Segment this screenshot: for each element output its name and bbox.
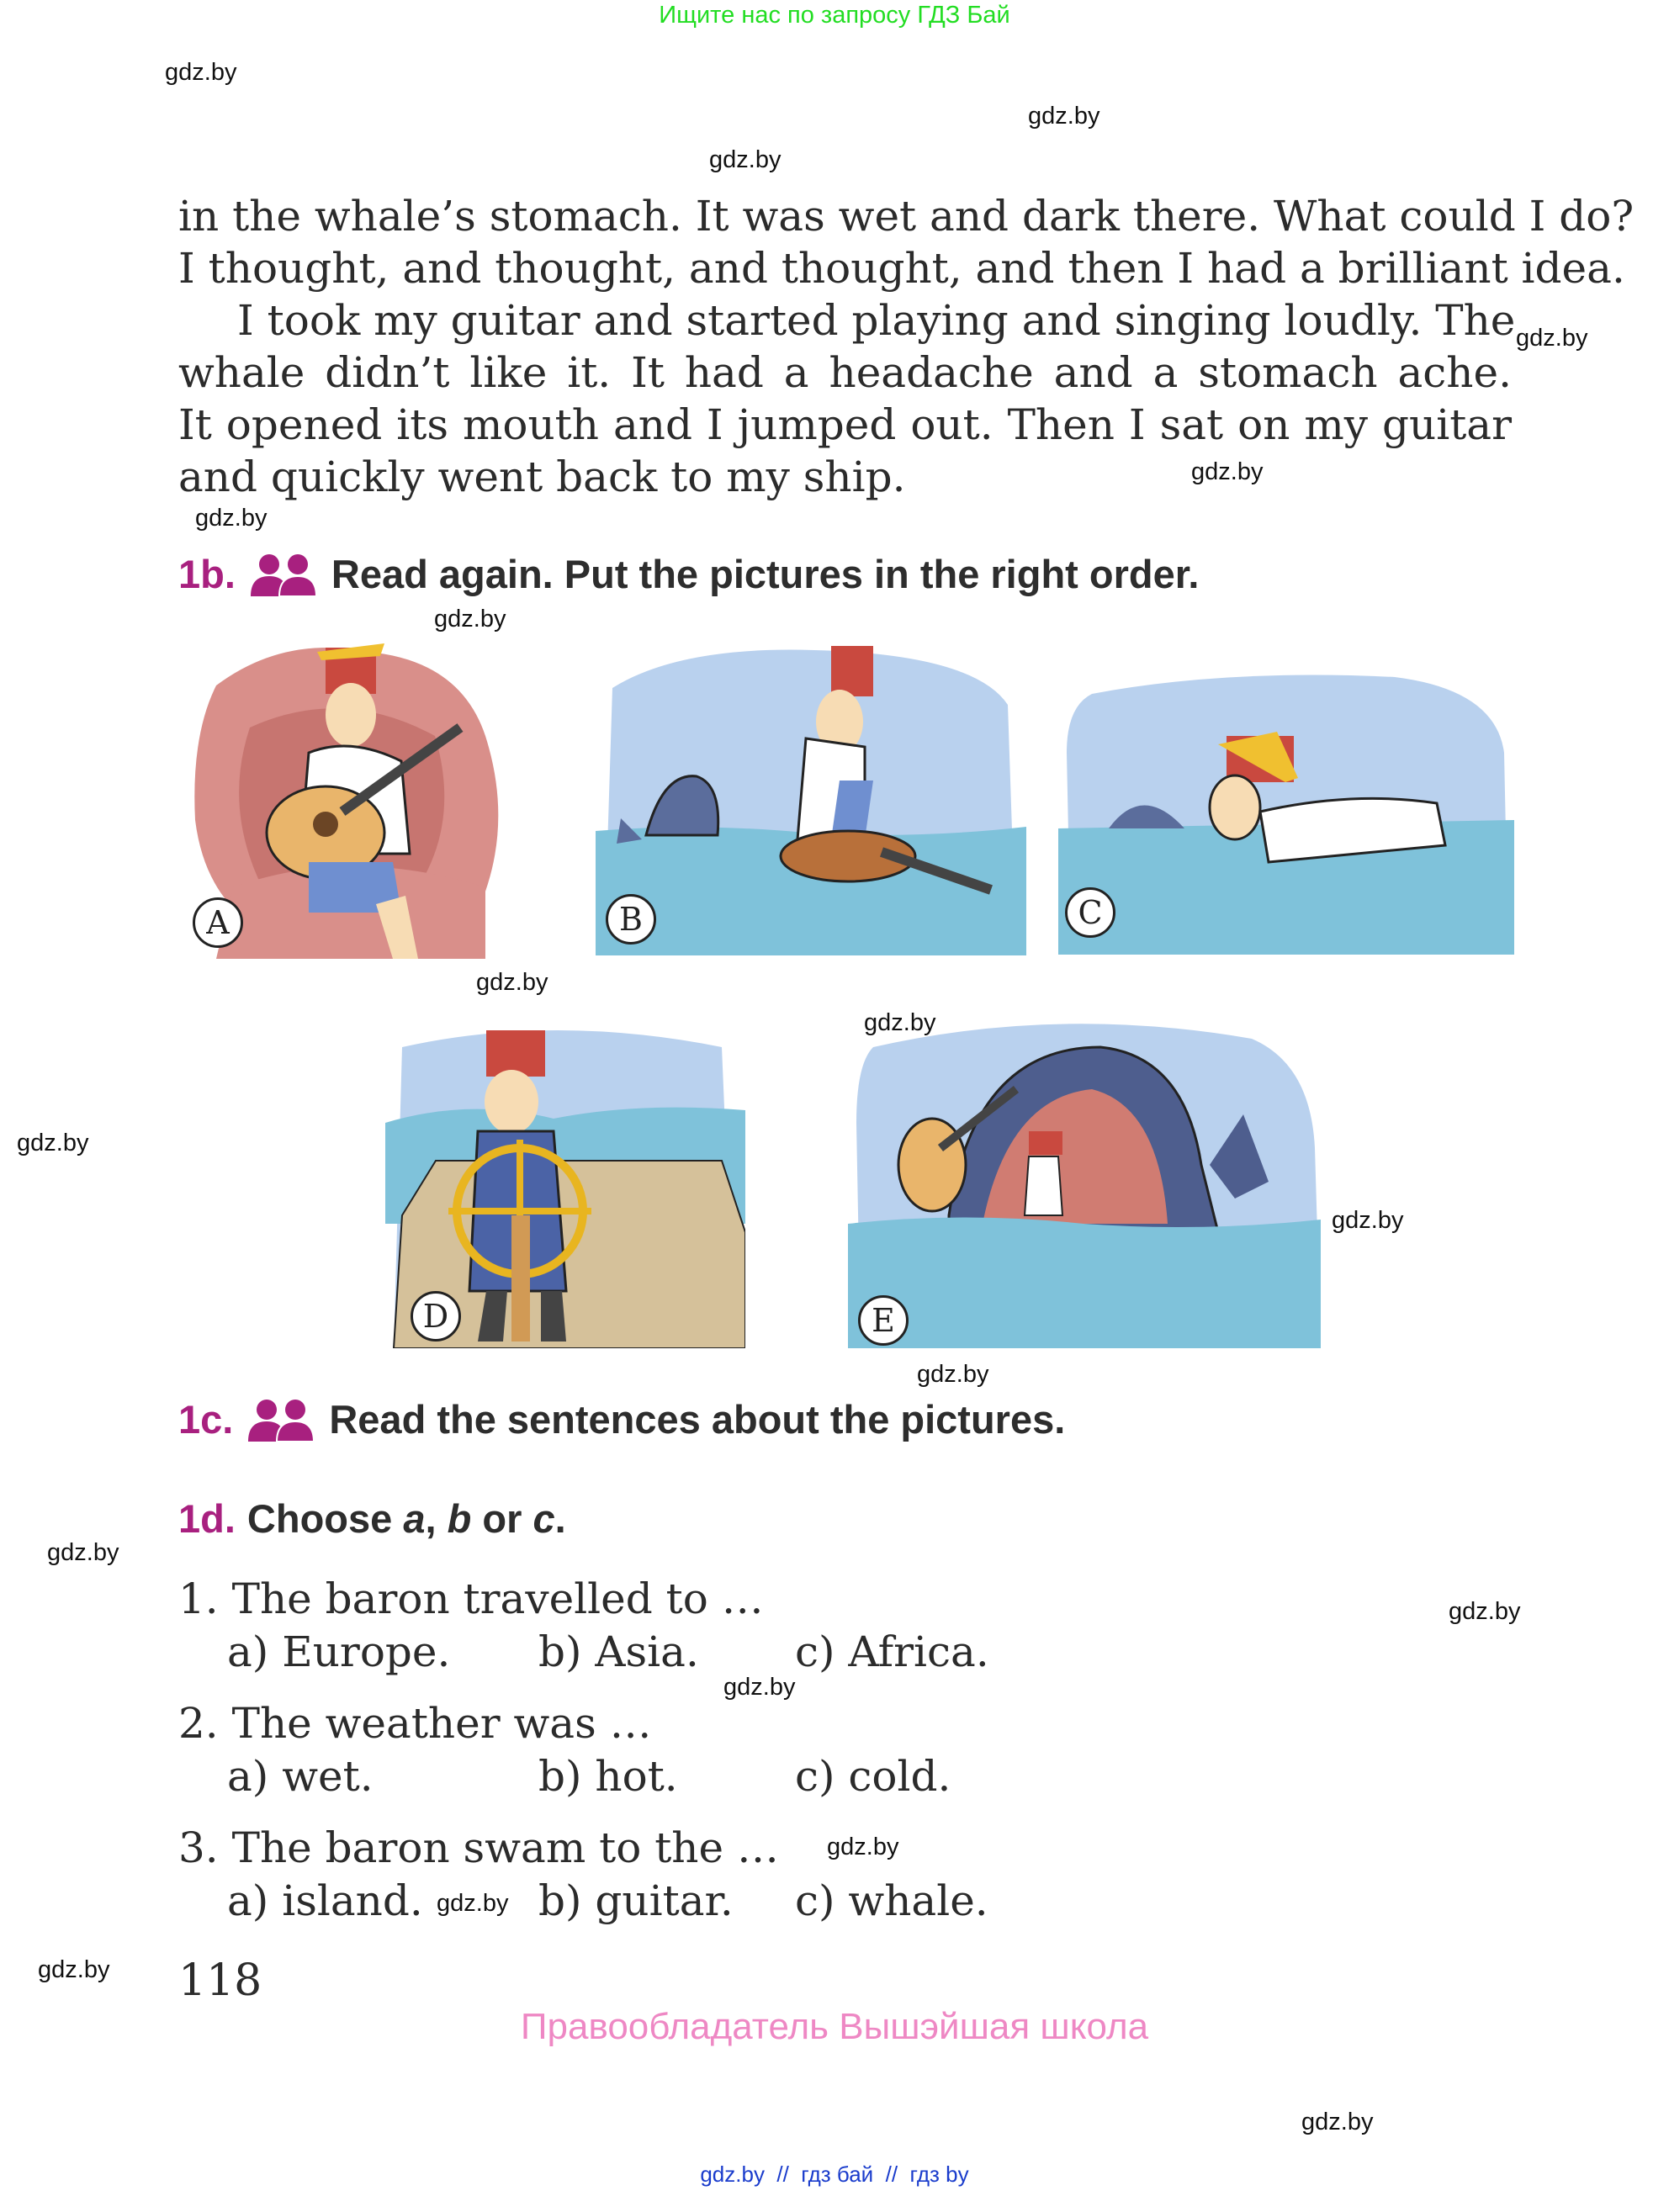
- exercise-number: 1c.: [178, 1397, 234, 1442]
- picture-label-d: D: [411, 1291, 461, 1341]
- watermark: gdz.by: [1191, 458, 1264, 485]
- question-3-option-b[interactable]: b) guitar.: [538, 1876, 734, 1925]
- footer-links[interactable]: gdz.by // гдз бай // гдз by: [700, 2162, 969, 2187]
- watermark: gdz.by: [723, 1674, 796, 1701]
- picture-a: [183, 635, 519, 959]
- picture-e: [848, 997, 1321, 1348]
- pair-work-icon: [247, 553, 321, 596]
- exercise-1b-heading: [178, 551, 1199, 597]
- story-line-1: in the whale’s stomach. It was wet and dark there. What could I do?: [178, 192, 1635, 241]
- pair-work-icon: [245, 1398, 319, 1442]
- question-1-option-c[interactable]: c) Africa.: [795, 1627, 989, 1676]
- question-1-option-a[interactable]: a) Europe.: [227, 1627, 451, 1676]
- watermark: gdz.by: [917, 1361, 989, 1388]
- story-line-4: whale didn’t like it. It had a headache and a stomach ache.: [178, 348, 1512, 397]
- watermark: gdz.by: [864, 1009, 936, 1036]
- exercise-instruction: Read again. Put the pictures in the right order.: [331, 552, 1200, 596]
- watermark: gdz.by: [17, 1130, 89, 1156]
- watermark: gdz.by: [437, 1890, 509, 1917]
- story-line-2: I thought, and thought, and thought, and then I had a brilliant idea.: [178, 244, 1625, 293]
- question-2-option-a[interactable]: a) wet.: [227, 1752, 374, 1801]
- watermark: gdz.by: [1301, 2109, 1374, 2135]
- watermark: gdz.by: [827, 1834, 899, 1860]
- exercise-1d-heading: [178, 1495, 566, 1542]
- picture-d: [385, 1013, 745, 1348]
- question-1: 1. The baron travelled to …: [178, 1574, 764, 1623]
- search-banner: Ищите нас по запросу ГДЗ Бай: [659, 2, 1010, 29]
- exercise-number: 1b.: [178, 552, 236, 596]
- watermark: gdz.by: [165, 59, 237, 86]
- picture-b: [596, 638, 1026, 955]
- watermark: gdz.by: [195, 505, 268, 532]
- question-3-option-c[interactable]: c) whale.: [795, 1876, 988, 1925]
- watermark: gdz.by: [38, 1956, 110, 1983]
- story-line-5: It opened its mouth and I jumped out. Then I sat on my guitar: [178, 400, 1512, 449]
- question-1-option-b[interactable]: b) Asia.: [538, 1627, 699, 1676]
- rights-holder-notice: Правообладатель Вышэйшая школа: [520, 2006, 1149, 2047]
- story-line-3: I took my guitar and started playing and singing loudly. The: [237, 296, 1516, 345]
- question-2-option-b[interactable]: b) hot.: [538, 1752, 678, 1801]
- period: .: [554, 1496, 566, 1541]
- question-2-option-c[interactable]: c) cold.: [795, 1752, 951, 1801]
- exercise-instruction: Choose: [246, 1496, 393, 1541]
- picture-label-b: B: [606, 894, 656, 945]
- watermark: gdz.by: [476, 969, 548, 996]
- option-letter-b: b: [447, 1496, 472, 1541]
- option-letter-a: a: [403, 1496, 426, 1541]
- option-letter-c: c: [532, 1496, 555, 1541]
- page-number: 118: [178, 1955, 262, 2006]
- picture-c: [1058, 669, 1514, 955]
- watermark: gdz.by: [709, 146, 782, 173]
- watermark: gdz.by: [47, 1539, 119, 1566]
- separator: ,: [425, 1496, 437, 1541]
- separator: or: [471, 1496, 533, 1541]
- watermark: gdz.by: [1516, 325, 1588, 352]
- exercise-number: 1d.: [178, 1496, 236, 1541]
- question-3-option-a[interactable]: a) island.: [227, 1876, 423, 1925]
- picture-label-c: C: [1065, 887, 1115, 938]
- question-3: 3. The baron swam to the …: [178, 1823, 779, 1872]
- exercise-1c-heading: [178, 1396, 1065, 1442]
- question-2: 2. The weather was …: [178, 1699, 652, 1748]
- watermark: gdz.by: [434, 606, 506, 632]
- whale-mouth-illustration: [848, 997, 1321, 1348]
- watermark: gdz.by: [1449, 1598, 1521, 1625]
- picture-label-e: E: [858, 1295, 909, 1346]
- swimming-illustration: [1058, 669, 1514, 955]
- exercise-instruction: Read the sentences about the pictures.: [329, 1397, 1066, 1442]
- watermark: gdz.by: [1332, 1207, 1404, 1234]
- story-line-6: and quickly went back to my ship.: [178, 452, 906, 501]
- watermark: gdz.by: [1028, 103, 1100, 130]
- guitar-raft-illustration: [596, 638, 1026, 955]
- picture-label-a: A: [193, 897, 243, 948]
